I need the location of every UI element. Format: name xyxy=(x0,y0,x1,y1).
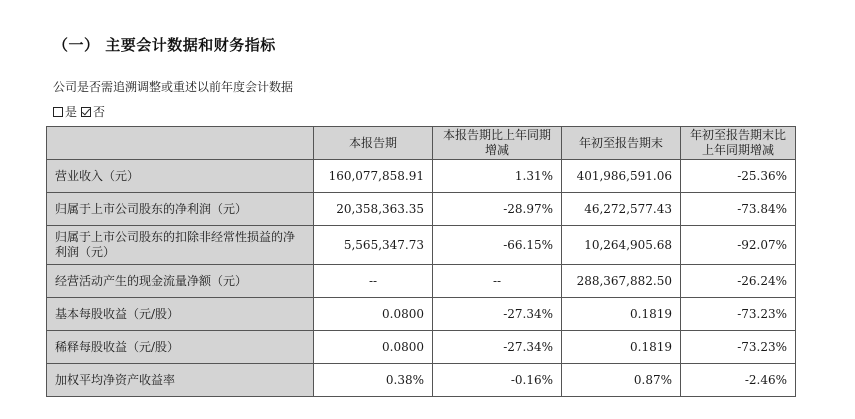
table-cell: 288,367,882.50 xyxy=(562,265,681,298)
table-cell: 0.87% xyxy=(562,364,681,397)
row-label: 归属于上市公司股东的净利润（元） xyxy=(47,193,314,226)
table-cell: -28.97% xyxy=(433,193,562,226)
table-cell: 10,264,905.68 xyxy=(562,226,681,265)
table-cell: -73.23% xyxy=(681,331,796,364)
header-ytd-change: 年初至报告期末比上年同期增减 xyxy=(681,127,796,160)
table-cell: -92.07% xyxy=(681,226,796,265)
table-cell: 0.1819 xyxy=(562,331,681,364)
table-cell: -27.34% xyxy=(433,298,562,331)
row-label: 加权平均净资产收益率 xyxy=(47,364,314,397)
option-yes[interactable] xyxy=(53,103,77,120)
row-label: 稀释每股收益（元/股） xyxy=(47,331,314,364)
table-row xyxy=(47,331,796,364)
table-row xyxy=(47,226,796,265)
table-cell: -- xyxy=(314,265,433,298)
table-cell: -27.34% xyxy=(433,331,562,364)
table-cell: 46,272,577.43 xyxy=(562,193,681,226)
table-cell: 0.0800 xyxy=(314,298,433,331)
header-current-period-change: 本报告期比上年同期增减 xyxy=(433,127,562,160)
option-no[interactable] xyxy=(81,103,105,120)
table-row xyxy=(47,298,796,331)
table-cell: 5,565,347.73 xyxy=(314,226,433,265)
table-cell: -66.15% xyxy=(433,226,562,265)
header-ytd: 年初至报告期末 xyxy=(562,127,681,160)
table-row xyxy=(47,265,796,298)
table-cell: -0.16% xyxy=(433,364,562,397)
table-cell: -2.46% xyxy=(681,364,796,397)
financial-data-table xyxy=(46,126,796,397)
row-label: 经营活动产生的现金流量净额（元） xyxy=(47,265,314,298)
table-cell: -25.36% xyxy=(681,160,796,193)
table-cell: -- xyxy=(433,265,562,298)
table-row xyxy=(47,193,796,226)
table-row xyxy=(47,160,796,193)
option-yes-label: 是 xyxy=(65,105,78,119)
table-cell: -73.84% xyxy=(681,193,796,226)
row-label: 营业收入（元） xyxy=(47,160,314,193)
table-cell: 20,358,363.35 xyxy=(314,193,433,226)
table-cell: 1.31% xyxy=(433,160,562,193)
table-cell: 0.0800 xyxy=(314,331,433,364)
row-label: 基本每股收益（元/股） xyxy=(47,298,314,331)
header-blank xyxy=(47,127,314,160)
table-cell: 0.1819 xyxy=(562,298,681,331)
table-cell: 0.38% xyxy=(314,364,433,397)
option-no-label: 否 xyxy=(93,105,106,119)
header-current-period: 本报告期 xyxy=(314,127,433,160)
table-cell: -26.24% xyxy=(681,265,796,298)
table-cell: 160,077,858.91 xyxy=(314,160,433,193)
table-cell: -73.23% xyxy=(681,298,796,331)
section-heading: （一） 主要会计数据和财务指标 xyxy=(53,36,276,54)
restatement-question: 公司是否需追溯调整或重述以前年度会计数据 xyxy=(53,80,294,94)
checkbox-yes[interactable] xyxy=(53,107,63,117)
row-label: 归属于上市公司股东的扣除非经常性损益的净利润（元） xyxy=(47,226,314,265)
table-row xyxy=(47,364,796,397)
table-header-row xyxy=(47,127,796,160)
restatement-options xyxy=(53,103,109,120)
table-cell: 401,986,591.06 xyxy=(562,160,681,193)
checkbox-no[interactable] xyxy=(81,107,91,117)
